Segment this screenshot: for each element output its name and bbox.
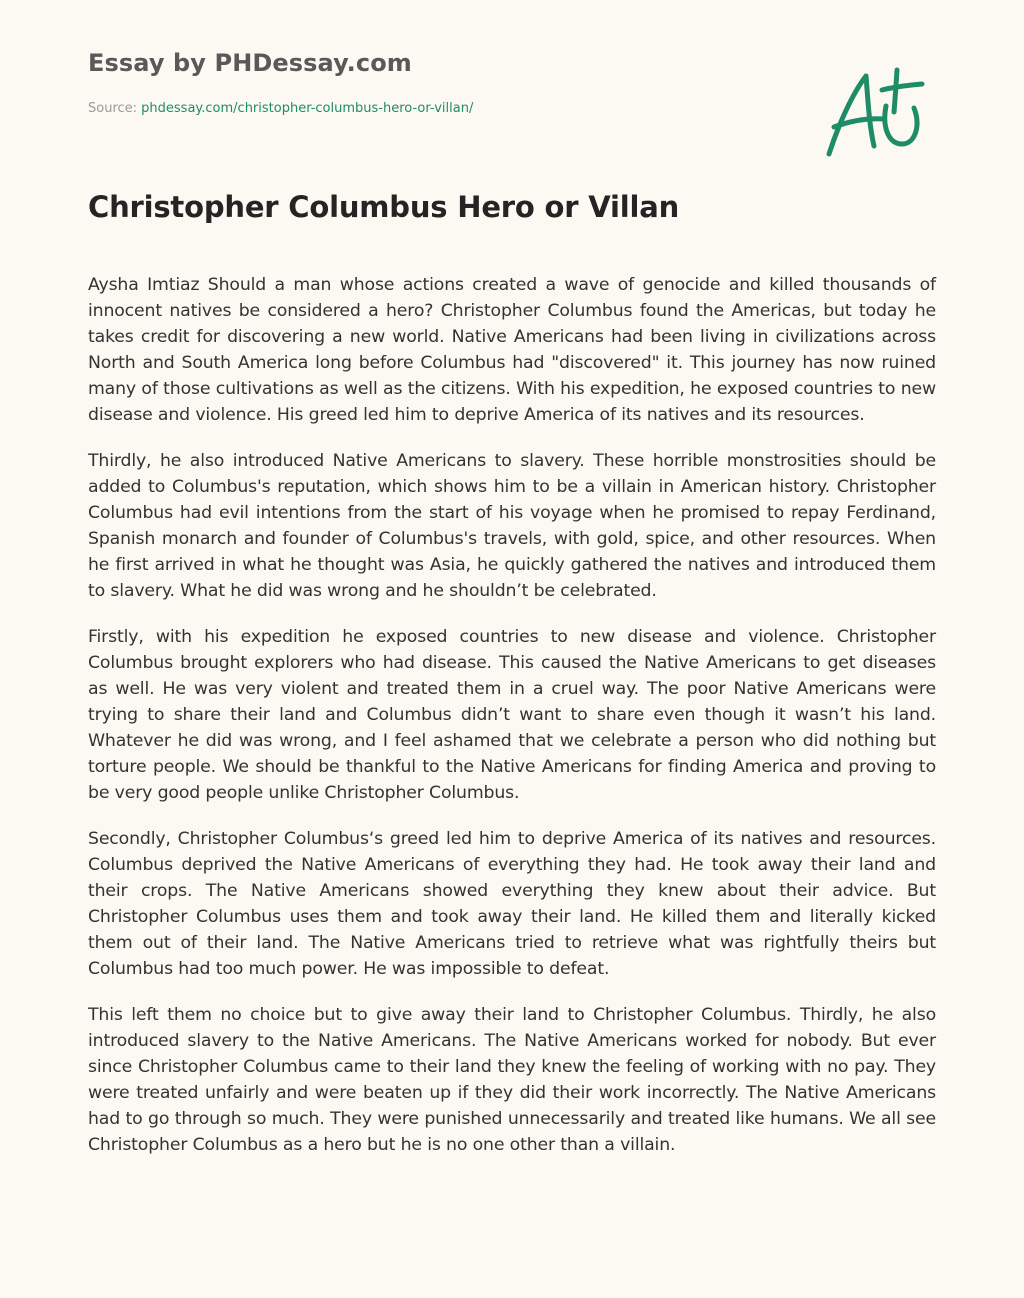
essay-paragraph: This left them no choice but to give away their land to Christopher Columbus. Thirdly, he also introduced slavery to the Native Americans. The Native Americans worked for nobody. But ever since Christopher Columbus came to their land they knew the feeling of working with no pay. They were treated unfairly and were beaten up if they did their work incorrectly. The Native Americans had to go through so much. They were punished unnecessarily and treated like humans. We all see Christopher Columbus as a hero but he is no one other than a villain. bbox=[88, 1005, 936, 1155]
essay-body bbox=[88, 272, 936, 1178]
essay-paragraph: Aysha Imtiaz Should a man whose actions created a wave of genocide and killed thousands of innocent natives be considered a hero? Christopher Columbus found the Americas, but today he takes credit for discovering a new world. Native Americans had been living in civilizations across North and South America long before Columbus had "discovered" it. This journey has now ruined many of those cultivations as well as the citizens. With his expedition, he exposed countries to new disease and violence. His greed led him to deprive America of its natives and its resources. bbox=[88, 275, 936, 425]
essay-paragraph: Firstly, with his expedition he exposed countries to new disease and violence. Christopher Columbus brought explorers who had disease. This caused the Native Americans to get diseases as well. He was very violent and treated them in a cruel way. The poor Native Americans were trying to share their land and Columbus didn’t want to share even though it wasn’t his land. Whatever he did was wrong, and I feel ashamed that we celebrate a person who did nothing but torture people. We should be thankful to the Native Americans for finding America and proving to be very good people unlike Christopher Columbus. bbox=[88, 627, 936, 803]
source-label: Source: bbox=[88, 101, 142, 116]
source-link[interactable]: phdessay.com/christopher-columbus-hero-or-villan/ bbox=[141, 101, 474, 116]
source-line bbox=[88, 101, 473, 116]
essay-paragraph: Secondly, Christopher Columbus‘s greed led him to deprive America of its natives and resources. Columbus deprived the Native Americans of everything they had. He took away their land and their crops. The Native Americans showed everything they knew about their advice. But Christopher Columbus uses them and took away their land. He killed them and literally kicked them out of their land. The Native Americans tried to retrieve what was rightfully theirs but Columbus had too much power. He was impossible to defeat. bbox=[88, 829, 936, 979]
a-plus-logo-icon bbox=[818, 64, 930, 164]
essay-title: Christopher Columbus Hero or Villan bbox=[88, 190, 680, 224]
essay-paragraph: Thirdly, he also introduced Native Americans to slavery. These horrible monstrosities should be added to Columbus's reputation, which shows him to be a villain in American history. Christopher Columbus had evil intentions from the start of his voyage when he promised to repay Ferdinand, Spanish monarch and founder of Columbus's travels, with gold, spice, and other resources. When he first arrived in what he thought was Asia, he quickly gathered the natives and introduced them to slavery. What he did was wrong and he shouldn’t be celebrated. bbox=[88, 451, 936, 601]
site-brand: Essay by PHDessay.com bbox=[88, 49, 412, 77]
